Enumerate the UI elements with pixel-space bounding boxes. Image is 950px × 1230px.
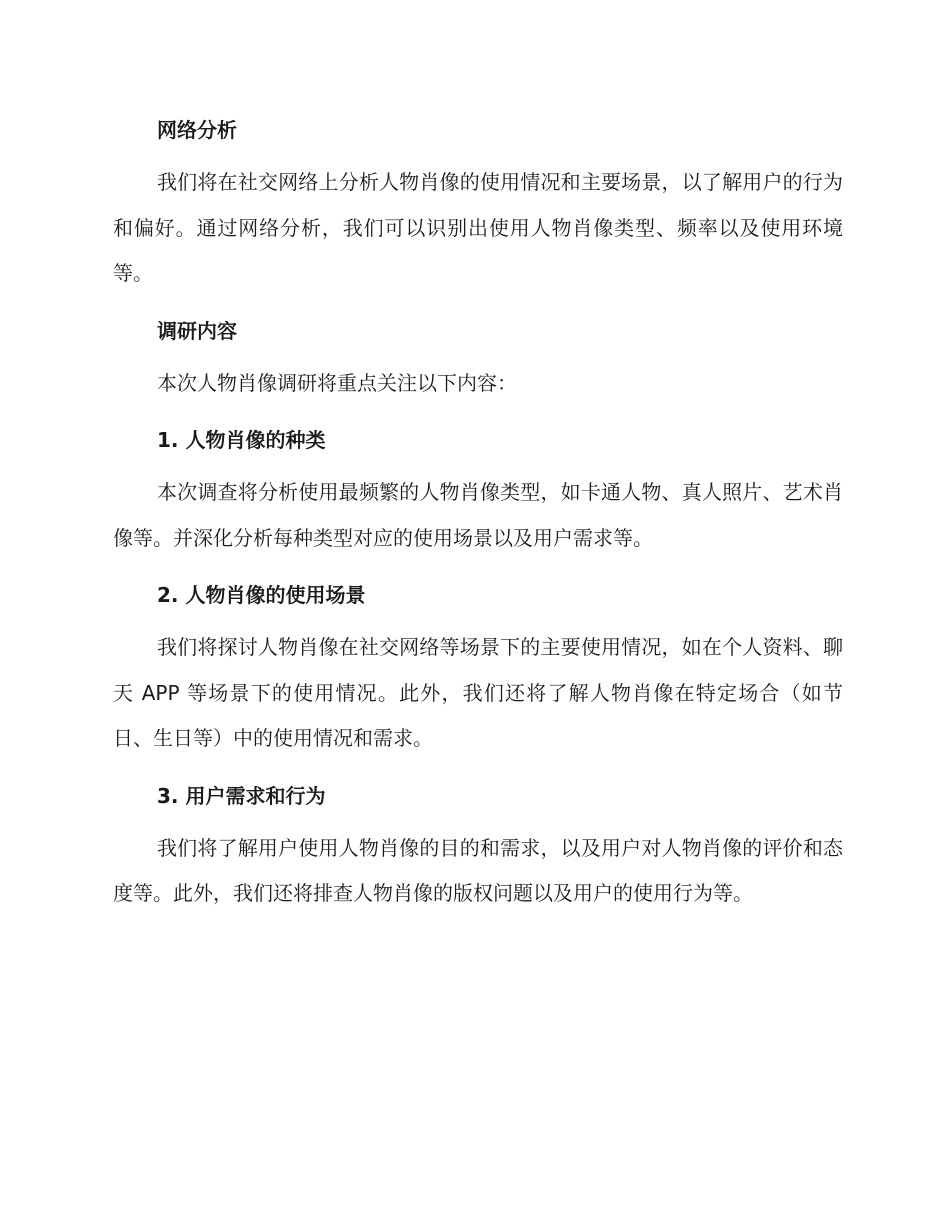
paragraph-portrait-types: 本次调查将分析使用最频繁的人物肖像类型，如卡通人物、真人照片、艺术肖像等。并深化分析每种类型对应的使用场景以及用户需求等。 [113,480,843,550]
section-heading-usage-scenarios: 2. 人物肖像的使用场景 [157,583,366,607]
section-heading-portrait-types: 1. 人物肖像的种类 [157,428,326,452]
section-heading-research-content: 调研内容 [157,318,237,343]
paragraph-usage-scenarios: 我们将探讨人物肖像在社交网络等场景下的主要使用情况，如在个人资料、聊天 APP 等场景下的使用情况。此外，我们还将了解人物肖像在特定场合（如节日、生日等）中的使用情况和需求。 [113,635,843,750]
section-heading-user-needs: 3. 用户需求和行为 [157,783,326,808]
paragraph-network-analysis: 我们将在社交网络上分析人物肖像的使用情况和主要场景，以了解用户的行为和偏好。通过网络分析，我们可以识别出使用人物肖像类型、频率以及使用环境等。 [113,170,843,285]
document-body [113,108,843,917]
section-heading-network-analysis: 网络分析 [157,118,237,142]
paragraph-research-content: 本次人物肖像调研将重点关注以下内容： [157,370,517,395]
paragraph-user-needs: 我们将了解用户使用人物肖像的目的和需求，以及用户对人物肖像的评价和态度等。此外，我们还将排查人物肖像的版权问题以及用户的使用行为等。 [113,835,843,905]
